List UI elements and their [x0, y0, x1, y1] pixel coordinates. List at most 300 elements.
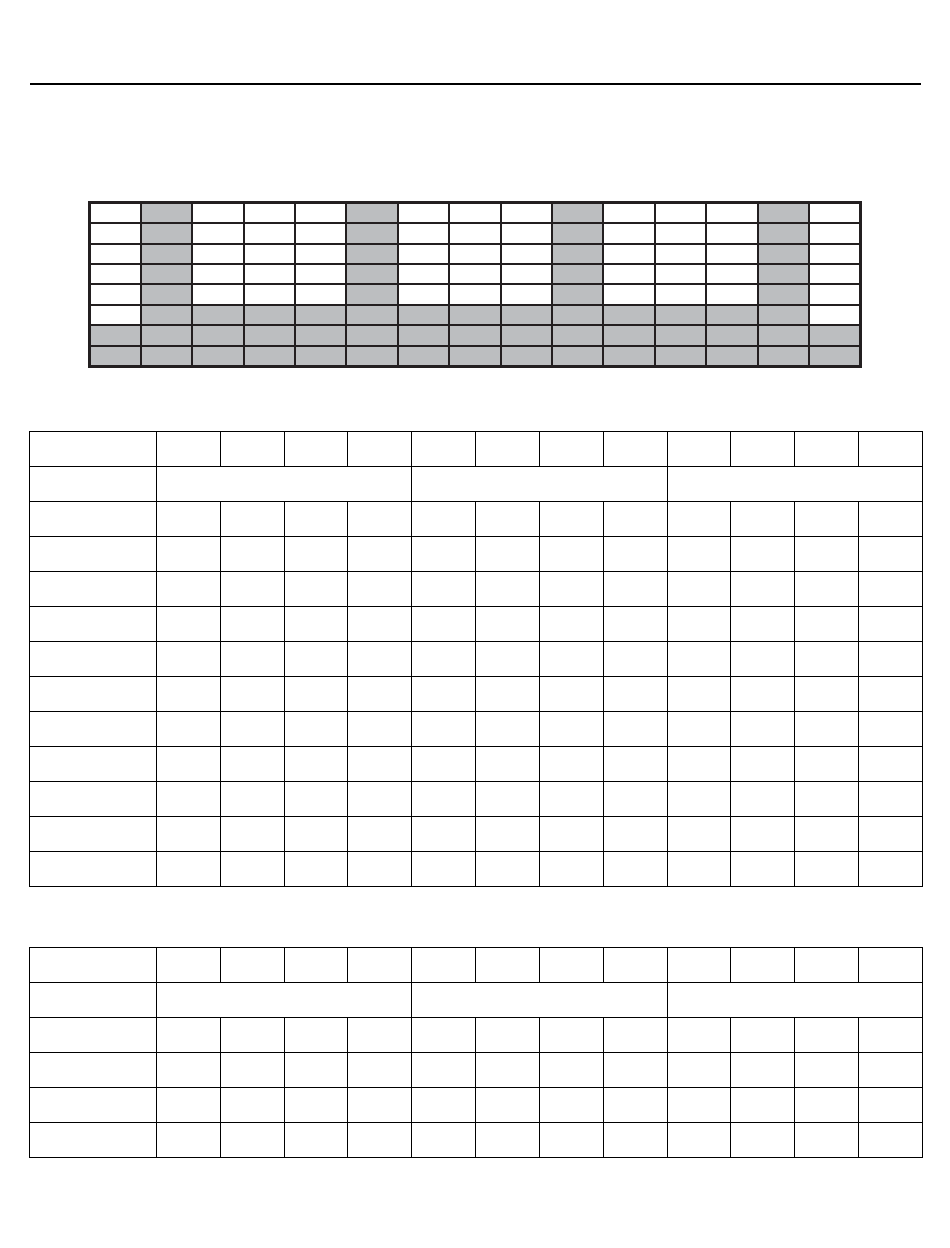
table-cell — [476, 537, 540, 572]
blank-cell — [603, 284, 654, 304]
table-row — [30, 817, 923, 852]
shaded-cell — [552, 284, 603, 304]
blank-cell — [501, 264, 552, 284]
table-cell — [157, 747, 221, 782]
table-cell — [539, 642, 603, 677]
table-cell — [284, 948, 348, 983]
blank-cell — [603, 203, 654, 224]
table-cell — [667, 852, 731, 887]
table-cell — [859, 852, 923, 887]
table-row — [30, 1088, 923, 1123]
shaded-cell — [501, 305, 552, 325]
table-cell — [284, 1088, 348, 1123]
table-cell — [348, 852, 412, 887]
table-cell — [348, 1088, 412, 1123]
table-cell — [220, 1018, 284, 1053]
shaded-cell — [655, 346, 706, 367]
shade-pattern-grid — [88, 201, 862, 368]
table-row — [30, 572, 923, 607]
table-cell — [795, 948, 859, 983]
table-cell — [157, 1088, 221, 1123]
table-cell — [476, 948, 540, 983]
row-label-cell — [30, 607, 157, 642]
table-cell — [348, 677, 412, 712]
table-cell — [667, 572, 731, 607]
blank-cell — [90, 264, 141, 284]
shaded-cell — [346, 284, 397, 304]
table-cell — [731, 607, 795, 642]
table-cell — [859, 1088, 923, 1123]
table-cell — [539, 852, 603, 887]
blank-cell — [398, 264, 449, 284]
table-cell — [539, 782, 603, 817]
table-cell — [859, 782, 923, 817]
group-header-cell — [412, 467, 667, 502]
shaded-cell — [758, 325, 809, 345]
table-cell — [731, 1123, 795, 1158]
table-cell — [603, 502, 667, 537]
blank-cell — [244, 203, 295, 224]
row-label-cell — [30, 712, 157, 747]
table-cell — [859, 642, 923, 677]
table-cell — [412, 607, 476, 642]
blank-cell — [655, 284, 706, 304]
table-cell — [348, 782, 412, 817]
table-cell — [859, 432, 923, 467]
shaded-cell — [706, 346, 757, 367]
blank-cell — [655, 264, 706, 284]
row-label-cell — [30, 572, 157, 607]
shade-row — [90, 244, 861, 264]
shaded-cell — [706, 305, 757, 325]
blank-cell — [603, 244, 654, 264]
table-row — [30, 677, 923, 712]
shaded-cell — [141, 203, 192, 224]
table-cell — [220, 677, 284, 712]
row-label-cell — [30, 502, 157, 537]
shaded-cell — [141, 284, 192, 304]
blank-cell — [398, 223, 449, 243]
table-cell — [476, 1018, 540, 1053]
table-cell — [157, 537, 221, 572]
table-cell — [667, 432, 731, 467]
table-cell — [795, 1088, 859, 1123]
table-cell — [348, 712, 412, 747]
blank-cell — [244, 244, 295, 264]
shaded-cell — [552, 305, 603, 325]
table-cell — [795, 712, 859, 747]
shade-row — [90, 203, 861, 224]
blank-form-table-b — [29, 947, 923, 1158]
blank-cell — [244, 264, 295, 284]
blank-cell — [603, 223, 654, 243]
table-cell — [539, 817, 603, 852]
table-cell — [603, 948, 667, 983]
table-cell — [667, 712, 731, 747]
blank-cell — [501, 284, 552, 304]
table-cell — [603, 747, 667, 782]
table-cell — [157, 502, 221, 537]
table-cell — [284, 1053, 348, 1088]
blank-cell — [809, 305, 861, 325]
table-cell — [412, 948, 476, 983]
shaded-cell — [346, 305, 397, 325]
shaded-cell — [552, 346, 603, 367]
table-cell — [795, 852, 859, 887]
shaded-cell — [141, 223, 192, 243]
table-cell — [795, 817, 859, 852]
table-cell — [157, 1053, 221, 1088]
table-cell — [859, 607, 923, 642]
shaded-cell — [809, 325, 861, 345]
table-cell — [157, 432, 221, 467]
table-cell — [412, 502, 476, 537]
blank-cell — [192, 223, 243, 243]
row-label-cell — [30, 467, 157, 502]
shaded-cell — [552, 244, 603, 264]
table-cell — [220, 432, 284, 467]
blank-cell — [809, 223, 861, 243]
table-cell — [284, 817, 348, 852]
shaded-cell — [758, 346, 809, 367]
table-row — [30, 1018, 923, 1053]
blank-cell — [655, 203, 706, 224]
table-cell — [348, 948, 412, 983]
table-cell — [476, 572, 540, 607]
table-cell — [667, 502, 731, 537]
table-cell — [284, 502, 348, 537]
table-cell — [731, 1018, 795, 1053]
table-cell — [284, 537, 348, 572]
shaded-cell — [706, 325, 757, 345]
shade-row — [90, 305, 861, 325]
table-cell — [603, 537, 667, 572]
blank-cell — [449, 244, 500, 264]
blank-cell — [706, 244, 757, 264]
blank-cell — [244, 223, 295, 243]
table-cell — [603, 1088, 667, 1123]
table-cell — [603, 642, 667, 677]
shaded-cell — [758, 305, 809, 325]
blank-cell — [449, 264, 500, 284]
group-header-cell — [412, 983, 667, 1018]
shaded-cell — [141, 264, 192, 284]
blank-cell — [501, 203, 552, 224]
table-cell — [348, 537, 412, 572]
table-cell — [476, 1123, 540, 1158]
row-label-cell — [30, 1053, 157, 1088]
table-cell — [476, 1053, 540, 1088]
shaded-cell — [809, 346, 861, 367]
blank-cell — [449, 284, 500, 304]
table-cell — [859, 1053, 923, 1088]
table-cell — [731, 948, 795, 983]
shaded-cell — [758, 223, 809, 243]
header-rule — [30, 83, 921, 85]
table-cell — [476, 502, 540, 537]
table-cell — [603, 432, 667, 467]
table-cell — [667, 782, 731, 817]
blank-cell — [501, 244, 552, 264]
table-cell — [731, 852, 795, 887]
table-cell — [348, 747, 412, 782]
blank-cell — [90, 284, 141, 304]
shaded-cell — [655, 325, 706, 345]
table-row — [30, 607, 923, 642]
blank-cell — [398, 284, 449, 304]
table-cell — [539, 502, 603, 537]
table-cell — [859, 712, 923, 747]
table-cell — [859, 1018, 923, 1053]
table-cell — [667, 747, 731, 782]
table-cell — [859, 677, 923, 712]
row-label-cell — [30, 782, 157, 817]
table-cell — [157, 642, 221, 677]
shaded-cell — [244, 305, 295, 325]
shaded-cell — [501, 346, 552, 367]
group-header-cell — [667, 467, 922, 502]
table-cell — [220, 502, 284, 537]
table-cell — [731, 502, 795, 537]
table-cell — [539, 677, 603, 712]
table-cell — [667, 1053, 731, 1088]
table-row — [30, 537, 923, 572]
table-cell — [731, 747, 795, 782]
table-cell — [539, 1123, 603, 1158]
shaded-cell — [192, 346, 243, 367]
table-cell — [476, 817, 540, 852]
row-label-cell — [30, 1088, 157, 1123]
table-cell — [412, 1018, 476, 1053]
blank-cell — [192, 203, 243, 224]
table-cell — [284, 782, 348, 817]
blank-cell — [706, 284, 757, 304]
blank-cell — [90, 223, 141, 243]
table-cell — [284, 852, 348, 887]
table-cell — [603, 1018, 667, 1053]
blank-form-table-a — [29, 431, 923, 887]
shaded-cell — [758, 264, 809, 284]
table-cell — [476, 712, 540, 747]
shaded-cell — [552, 325, 603, 345]
table-cell — [476, 782, 540, 817]
table-cell — [539, 948, 603, 983]
blank-cell — [706, 264, 757, 284]
table-cell — [220, 1123, 284, 1158]
shaded-cell — [141, 305, 192, 325]
group-header-cell — [667, 983, 922, 1018]
table-cell — [603, 782, 667, 817]
blank-cell — [706, 223, 757, 243]
shaded-cell — [603, 305, 654, 325]
table-cell — [348, 502, 412, 537]
table-cell — [476, 642, 540, 677]
table-row — [30, 852, 923, 887]
table-cell — [412, 1088, 476, 1123]
group-header-cell — [157, 467, 412, 502]
table-cell — [157, 607, 221, 642]
table-cell — [476, 607, 540, 642]
table-row — [30, 502, 923, 537]
shaded-cell — [655, 305, 706, 325]
table-cell — [220, 642, 284, 677]
table-row — [30, 712, 923, 747]
row-label-cell — [30, 852, 157, 887]
blank-cell — [90, 305, 141, 325]
shaded-cell — [295, 346, 346, 367]
table-cell — [795, 502, 859, 537]
row-label-cell — [30, 432, 157, 467]
shaded-cell — [449, 325, 500, 345]
table-cell — [412, 537, 476, 572]
table-cell — [539, 1053, 603, 1088]
table-cell — [412, 747, 476, 782]
table-cell — [412, 1053, 476, 1088]
shade-row — [90, 264, 861, 284]
table-cell — [412, 677, 476, 712]
table-cell — [667, 607, 731, 642]
table-cell — [412, 782, 476, 817]
shaded-cell — [192, 305, 243, 325]
table-row — [30, 1053, 923, 1088]
row-label-cell — [30, 948, 157, 983]
table-cell — [220, 782, 284, 817]
shaded-cell — [552, 264, 603, 284]
table-cell — [859, 948, 923, 983]
table-cell — [220, 747, 284, 782]
shaded-cell — [758, 203, 809, 224]
table-cell — [157, 572, 221, 607]
table-cell — [284, 572, 348, 607]
shade-row — [90, 284, 861, 304]
table-cell — [157, 852, 221, 887]
shaded-cell — [141, 325, 192, 345]
row-label-cell — [30, 1018, 157, 1053]
shade-table — [88, 201, 862, 368]
table-cell — [284, 1123, 348, 1158]
table-cell — [284, 1018, 348, 1053]
table-cell — [603, 852, 667, 887]
blank-cell — [809, 284, 861, 304]
table-cell — [348, 642, 412, 677]
row-label-cell — [30, 983, 157, 1018]
blank-cell — [603, 264, 654, 284]
table-cell — [795, 432, 859, 467]
table-cell — [731, 712, 795, 747]
shaded-cell — [603, 325, 654, 345]
table-cell — [731, 1088, 795, 1123]
table-cell — [476, 852, 540, 887]
shaded-cell — [346, 223, 397, 243]
table-cell — [220, 948, 284, 983]
table-cell — [412, 852, 476, 887]
row-label-cell — [30, 747, 157, 782]
table-cell — [220, 817, 284, 852]
table-cell — [603, 1123, 667, 1158]
table-cell — [412, 642, 476, 677]
table-cell — [731, 642, 795, 677]
row-label-cell — [30, 642, 157, 677]
blank-cell — [90, 244, 141, 264]
blank-cell — [706, 203, 757, 224]
table-cell — [667, 948, 731, 983]
table-cell — [731, 677, 795, 712]
table-cell — [859, 572, 923, 607]
shaded-cell — [192, 325, 243, 345]
table-cell — [157, 1123, 221, 1158]
table-cell — [157, 677, 221, 712]
table-cell — [412, 712, 476, 747]
table-cell — [157, 948, 221, 983]
table-cell — [348, 1018, 412, 1053]
group-header-cell — [157, 983, 412, 1018]
table-cell — [795, 607, 859, 642]
table-cell — [348, 1123, 412, 1158]
table-cell — [284, 747, 348, 782]
row-label-cell — [30, 1123, 157, 1158]
shaded-cell — [141, 346, 192, 367]
row-label-cell — [30, 677, 157, 712]
table-cell — [603, 1053, 667, 1088]
shaded-cell — [346, 203, 397, 224]
blank-cell — [295, 284, 346, 304]
blank-cell — [809, 244, 861, 264]
blank-cell — [295, 223, 346, 243]
table-cell — [667, 817, 731, 852]
table-cell — [220, 572, 284, 607]
table-cell — [859, 1123, 923, 1158]
blank-cell — [449, 203, 500, 224]
table-cell — [476, 677, 540, 712]
shaded-cell — [295, 305, 346, 325]
table-cell — [539, 1088, 603, 1123]
table-cell — [603, 607, 667, 642]
table-row — [30, 983, 923, 1018]
shade-row — [90, 346, 861, 367]
table-row — [30, 467, 923, 502]
shaded-cell — [603, 346, 654, 367]
table-cell — [539, 712, 603, 747]
table-cell — [731, 572, 795, 607]
shade-row — [90, 223, 861, 243]
table-cell — [412, 1123, 476, 1158]
blank-cell — [295, 244, 346, 264]
table-row — [30, 432, 923, 467]
blank-cell — [449, 223, 500, 243]
table-cell — [220, 537, 284, 572]
table-cell — [539, 432, 603, 467]
shaded-cell — [244, 325, 295, 345]
table-cell — [795, 537, 859, 572]
table-cell — [859, 502, 923, 537]
shaded-cell — [398, 325, 449, 345]
table-cell — [795, 572, 859, 607]
table-cell — [284, 607, 348, 642]
blank-cell — [398, 203, 449, 224]
shade-row — [90, 325, 861, 345]
row-label-cell — [30, 537, 157, 572]
shaded-cell — [398, 305, 449, 325]
shaded-cell — [449, 305, 500, 325]
table-cell — [220, 607, 284, 642]
blank-cell — [809, 264, 861, 284]
shaded-cell — [141, 244, 192, 264]
table-cell — [157, 1018, 221, 1053]
table-cell — [859, 747, 923, 782]
table-cell — [412, 432, 476, 467]
shaded-cell — [501, 325, 552, 345]
table-cell — [603, 572, 667, 607]
